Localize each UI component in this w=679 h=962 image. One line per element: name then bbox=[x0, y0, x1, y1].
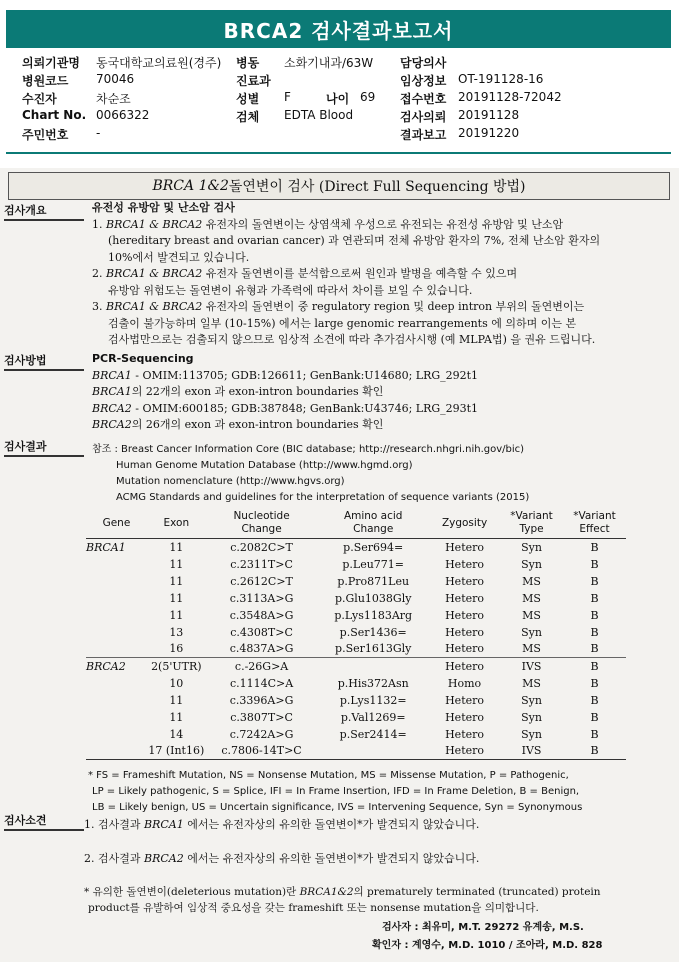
variant-cell-exon: 11 bbox=[169, 710, 184, 724]
variant-cell-type: Syn bbox=[521, 693, 542, 707]
variant-cell-eff: B bbox=[590, 710, 599, 724]
variant-cell-nuc: c.2082C>T bbox=[230, 540, 293, 554]
variant-cell-gene bbox=[86, 573, 147, 590]
variant-cell-nuc: c.3396A>G bbox=[229, 693, 294, 707]
variant-table bbox=[86, 508, 626, 760]
col-exon: Exon bbox=[147, 508, 206, 539]
variant-cell-eff: B bbox=[590, 693, 599, 707]
ward-value: 소화기내과/63W bbox=[284, 56, 374, 70]
method-line-1: BRCA1 - OMIM:113705; GDB:126611; GenBank:U14680; LRG_292t1 bbox=[92, 368, 479, 382]
variant-cell-zyg: Hetero bbox=[445, 642, 485, 656]
variant-cell-aa: p.Lys1183Arg bbox=[334, 608, 413, 622]
variant-row bbox=[86, 692, 626, 709]
references bbox=[92, 442, 529, 506]
variant-table-body bbox=[86, 539, 626, 760]
variant-cell-zyg: Hetero bbox=[429, 658, 500, 675]
col-variant-effect: *Variant Effect bbox=[563, 508, 626, 539]
variant-cell-exon: 11 bbox=[169, 608, 184, 622]
variant-cell-exon: 10 bbox=[169, 676, 184, 690]
variant-cell-gene bbox=[86, 607, 147, 624]
patient-info bbox=[22, 54, 662, 144]
variant-cell-type: Syn bbox=[521, 557, 542, 571]
hospital-code-label: 병원코드 bbox=[22, 74, 69, 88]
variant-cell-zyg: Hetero bbox=[445, 710, 485, 724]
variant-cell-nuc: c.2311T>C bbox=[230, 557, 293, 571]
variant-row bbox=[86, 624, 626, 641]
variant-cell-aa: p.Val1269= bbox=[340, 710, 406, 724]
variant-cell-aa: p.Ser694= bbox=[343, 540, 404, 554]
doctor-label: 담당의사 bbox=[400, 56, 447, 70]
variant-cell-exon: 11 bbox=[169, 557, 184, 571]
variant-cell-gene bbox=[86, 641, 147, 658]
scan-header-gene: BRCA 1&2 bbox=[152, 178, 229, 194]
variant-cell-eff: B bbox=[590, 591, 599, 605]
opinion-line-1: 1. 검사결과 BRCA1 에서는 유전자상의 유의한 돌연변이*가 발견되지 않았습니다. bbox=[84, 818, 480, 831]
hospital-code-value: 70046 bbox=[96, 72, 135, 86]
variant-cell-nuc: c.2612C>T bbox=[230, 574, 293, 588]
variant-cell-eff: B bbox=[563, 743, 626, 760]
variant-cell-zyg: Hetero bbox=[445, 574, 485, 588]
variant-cell-type: Syn bbox=[521, 625, 542, 639]
receipt-value: 20191128-72042 bbox=[458, 90, 562, 104]
method-text bbox=[92, 351, 478, 434]
variant-cell-zyg: Homo bbox=[447, 676, 482, 690]
reference-hgvs: Mutation nomenclature (http://www.hgvs.org) bbox=[116, 476, 345, 487]
variant-cell-zyg: Hetero bbox=[445, 693, 485, 707]
variant-row bbox=[86, 573, 626, 590]
variant-cell-gene bbox=[86, 590, 147, 607]
specimen-label: 검체 bbox=[236, 110, 260, 124]
variant-cell-zyg: Hetero bbox=[445, 540, 485, 554]
variant-cell-aa: p.Glu1038Gly bbox=[334, 591, 412, 605]
variant-cell-type: Syn bbox=[521, 710, 542, 724]
variant-cell-type: IVS bbox=[500, 658, 563, 675]
variant-cell-eff: B bbox=[590, 727, 599, 741]
variant-cell-eff: B bbox=[563, 658, 626, 675]
reference-bic: 참조 : Breast Cancer Information Core (BIC database; http://research.nhgri.nih.gov/bic) bbox=[92, 444, 525, 455]
method-line-4: BRCA2의 26개의 exon 과 exon-intron boundaries 확인 bbox=[92, 418, 384, 431]
rrn-label: 주민번호 bbox=[22, 128, 69, 142]
variant-row bbox=[86, 539, 626, 556]
overview-text bbox=[92, 200, 600, 349]
variant-cell-nuc: c.-26G>A bbox=[206, 658, 318, 675]
variant-cell-zyg: Hetero bbox=[445, 625, 485, 639]
col-variant-type: *Variant Type bbox=[500, 508, 563, 539]
variant-cell-exon: 11 bbox=[169, 540, 184, 554]
variant-cell-zyg: Hetero bbox=[445, 608, 485, 622]
variant-row bbox=[86, 726, 626, 743]
variant-row bbox=[86, 641, 626, 658]
report-title: BRCA2 검사결과보고서 bbox=[6, 10, 671, 48]
variant-row bbox=[86, 675, 626, 692]
variant-cell-aa: p.Lys1132= bbox=[339, 693, 407, 707]
variant-cell-gene bbox=[86, 726, 147, 743]
variant-row bbox=[86, 743, 626, 760]
variant-row bbox=[86, 590, 626, 607]
variant-cell-type: MS bbox=[522, 574, 541, 588]
age-value: 69 bbox=[360, 90, 376, 104]
variant-cell-aa: p.Ser1613Gly bbox=[335, 642, 412, 656]
variant-cell-type: MS bbox=[522, 642, 541, 656]
variant-cell-eff: B bbox=[590, 676, 599, 690]
report-date-label: 결과보고 bbox=[400, 128, 447, 142]
variant-cell-gene bbox=[86, 675, 147, 692]
variant-cell-exon: 16 bbox=[169, 642, 184, 656]
ward-label: 병동 bbox=[236, 56, 260, 70]
age-label: 나이 bbox=[326, 92, 350, 106]
variant-cell-zyg: Hetero bbox=[429, 743, 500, 760]
request-label: 검사의뢰 bbox=[400, 110, 447, 124]
variant-cell-gene: BRCA2 bbox=[86, 658, 147, 675]
clinical-value: OT-191128-16 bbox=[458, 72, 544, 86]
approver-signature: 확인자 : 계영수, M.D. 1010 / 조아라, M.D. 828 bbox=[372, 940, 603, 951]
section-method-label: 검사방법 bbox=[4, 352, 84, 371]
variant-cell-eff: B bbox=[590, 642, 599, 656]
variant-cell-aa: p.Pro871Leu bbox=[337, 574, 410, 588]
scanned-report bbox=[0, 168, 679, 962]
variant-cell-type: MS bbox=[522, 676, 541, 690]
variant-cell-aa bbox=[317, 658, 429, 675]
examiner-signature: 검사자 : 최유미, M.T. 29272 유계송, M.S. bbox=[382, 922, 584, 933]
method-line-2: BRCA1의 22개의 exon 과 exon-intron boundaries 확인 bbox=[92, 385, 384, 398]
variant-row bbox=[86, 607, 626, 624]
overview-item-3-line3: 검사법만으로는 검출되지 않으므로 임상적 소견에 따라 추가검사시행 (예 MLPA법) 을 권유 드립니다. bbox=[108, 333, 596, 346]
reference-hgmd: Human Genome Mutation Database (http://www.hgmd.org) bbox=[116, 460, 413, 471]
variant-cell-nuc: c.1114C>A bbox=[229, 676, 294, 690]
abbreviation-notes bbox=[88, 768, 582, 816]
variant-cell-exon: 11 bbox=[169, 574, 184, 588]
chart-no-value: 0066322 bbox=[96, 108, 150, 122]
variant-cell-eff: B bbox=[590, 625, 599, 639]
section-opinion-label: 검사소견 bbox=[4, 812, 84, 831]
variant-cell-nuc: c.7242A>G bbox=[229, 727, 294, 741]
overview-heading: 유전성 유방암 및 난소암 검사 bbox=[92, 201, 235, 214]
variant-cell-gene: BRCA1 bbox=[86, 540, 126, 554]
variant-cell-gene bbox=[86, 743, 147, 760]
variant-cell-aa bbox=[317, 743, 429, 760]
variant-table-header bbox=[86, 508, 626, 539]
variant-cell-gene bbox=[86, 556, 147, 573]
col-gene: Gene bbox=[86, 508, 147, 539]
variant-cell-zyg: Hetero bbox=[445, 557, 485, 571]
variant-cell-gene bbox=[86, 624, 147, 641]
overview-item-3-line2: 검출이 불가능하며 일부 (10-15%) 에서는 large genomic rearrangements 에 의하며 이는 본 bbox=[108, 316, 577, 330]
variant-cell-exon: 2(5'UTR) bbox=[147, 658, 206, 675]
variant-cell-exon: 11 bbox=[169, 591, 184, 605]
overview-item-2-line2: 유방암 위험도는 돌연변이 유형과 가족력에 따라서 차이를 보일 수 있습니다. bbox=[108, 283, 473, 297]
opinion-footnote-line2: product를 유발하여 임상적 중요성을 갖는 frameshift 또는 nonsense mutation을 의미합니다. bbox=[88, 902, 539, 914]
variant-cell-gene bbox=[86, 709, 147, 726]
patient-value: 차순조 bbox=[96, 92, 131, 106]
report-date-value: 20191220 bbox=[458, 126, 520, 140]
request-value: 20191128 bbox=[458, 108, 520, 122]
scan-header-text: 돌연변이 검사 (Direct Full Sequencing 방법) bbox=[228, 179, 526, 195]
variant-cell-exon: 13 bbox=[169, 625, 184, 639]
col-zygosity: Zygosity bbox=[429, 508, 500, 539]
note-line-3: LB = Likely benign, US = Uncertain significance, IVS = Intervening Sequence, Syn = Synonymous bbox=[92, 802, 583, 813]
variant-cell-zyg: Hetero bbox=[445, 727, 485, 741]
opinion-footnote: * 유의한 돌연변이(deleterious mutation)란 BRCA1&2의 prematurely terminated (truncated) protein bbox=[84, 886, 601, 898]
note-line-2: LP = Likely pathogenic, S = Splice, IFI = In Frame Insertion, IFD = In Frame Deletion, B = Benign, bbox=[92, 786, 580, 797]
variant-cell-eff: B bbox=[590, 557, 599, 571]
variant-row bbox=[86, 709, 626, 726]
variant-row bbox=[86, 556, 626, 573]
variant-cell-exon: 17 (Int16) bbox=[147, 743, 206, 760]
method-line-3: BRCA2 - OMIM:600185; GDB:387848; GenBank:U43746; LRG_293t1 bbox=[92, 401, 479, 415]
variant-cell-aa: p.Ser1436= bbox=[339, 625, 407, 639]
section-overview-label: 검사개요 bbox=[4, 202, 84, 221]
variant-cell-nuc: c.3548A>G bbox=[229, 608, 294, 622]
method-heading: PCR-Sequencing bbox=[92, 352, 194, 365]
overview-item-1: 1. BRCA1 & BRCA2 유전자의 돌연변이는 상염색체 우성으로 유전되는 유전성 유방암 및 난소암 bbox=[92, 217, 564, 231]
variant-cell-nuc: c.7806-14T>C bbox=[206, 743, 318, 760]
variant-cell-type: Syn bbox=[521, 540, 542, 554]
variant-cell-nuc: c.3807T>C bbox=[230, 710, 293, 724]
reference-acmg: ACMG Standards and guidelines for the interpretation of sequence variants (2015) bbox=[116, 492, 530, 503]
col-nucleotide: Nucleotide Change bbox=[206, 508, 318, 539]
variant-cell-eff: B bbox=[590, 540, 599, 554]
variant-cell-zyg: Hetero bbox=[445, 591, 485, 605]
variant-cell-aa: p.Ser2414= bbox=[339, 727, 407, 741]
dept-label: 진료과 bbox=[236, 74, 271, 88]
variant-row bbox=[86, 658, 626, 675]
institution-label: 의뢰기관명 bbox=[22, 56, 80, 70]
overview-item-3: 3. BRCA1 & BRCA2 유전자의 돌연변이 중 regulatory region 및 deep intron 부위의 돌연변이는 bbox=[92, 300, 585, 313]
rrn-value: - bbox=[96, 126, 101, 140]
variant-cell-type: MS bbox=[522, 608, 541, 622]
patient-label: 수진자 bbox=[22, 92, 57, 106]
section-result-label: 검사결과 bbox=[4, 438, 84, 457]
note-line-1: * FS = Frameshift Mutation, NS = Nonsense Mutation, MS = Missense Mutation, P = Pathogenic, bbox=[88, 770, 569, 781]
variant-cell-nuc: c.4308T>C bbox=[230, 625, 293, 639]
info-divider bbox=[6, 152, 671, 154]
overview-item-2: 2. BRCA1 & BRCA2 유전자 돌연변이를 분석함으로써 원인과 발병을 예측할 수 있으며 bbox=[92, 267, 518, 280]
overview-item-1-line3: 10%에서 발견되고 있습니다. bbox=[108, 250, 250, 264]
receipt-label: 접수번호 bbox=[400, 92, 447, 106]
specimen-value: EDTA Blood bbox=[284, 108, 354, 122]
col-amino-acid: Amino acid Change bbox=[317, 508, 429, 539]
sex-label: 성별 bbox=[236, 92, 260, 106]
variant-cell-eff: B bbox=[590, 608, 599, 622]
scan-header bbox=[8, 172, 670, 200]
variant-cell-gene bbox=[86, 692, 147, 709]
sex-value: F bbox=[284, 90, 291, 104]
chart-no-label: Chart No. bbox=[22, 108, 87, 122]
opinion-line-2: 2. 검사결과 BRCA2 에서는 유전자상의 유의한 돌연변이*가 발견되지 않았습니다. bbox=[84, 852, 480, 865]
variant-cell-type: IVS bbox=[500, 743, 563, 760]
variant-cell-nuc: c.4837A>G bbox=[229, 642, 294, 656]
variant-cell-nuc: c.3113A>G bbox=[229, 591, 294, 605]
variant-cell-type: MS bbox=[522, 591, 541, 605]
variant-cell-exon: 11 bbox=[169, 693, 184, 707]
variant-cell-type: Syn bbox=[521, 727, 542, 741]
variant-cell-aa: p.His372Asn bbox=[337, 676, 409, 690]
variant-cell-eff: B bbox=[590, 574, 599, 588]
overview-item-1-line2: (hereditary breast and ovarian cancer) 과 연관되며 전체 유방암 환자의 7%, 전체 난소암 환자의 bbox=[108, 234, 601, 247]
variant-cell-aa: p.Leu771= bbox=[342, 557, 405, 571]
clinical-label: 임상정보 bbox=[400, 74, 447, 88]
variant-cell-exon: 14 bbox=[169, 727, 184, 741]
institution-value: 동국대학교의료원(경주) bbox=[96, 56, 222, 70]
